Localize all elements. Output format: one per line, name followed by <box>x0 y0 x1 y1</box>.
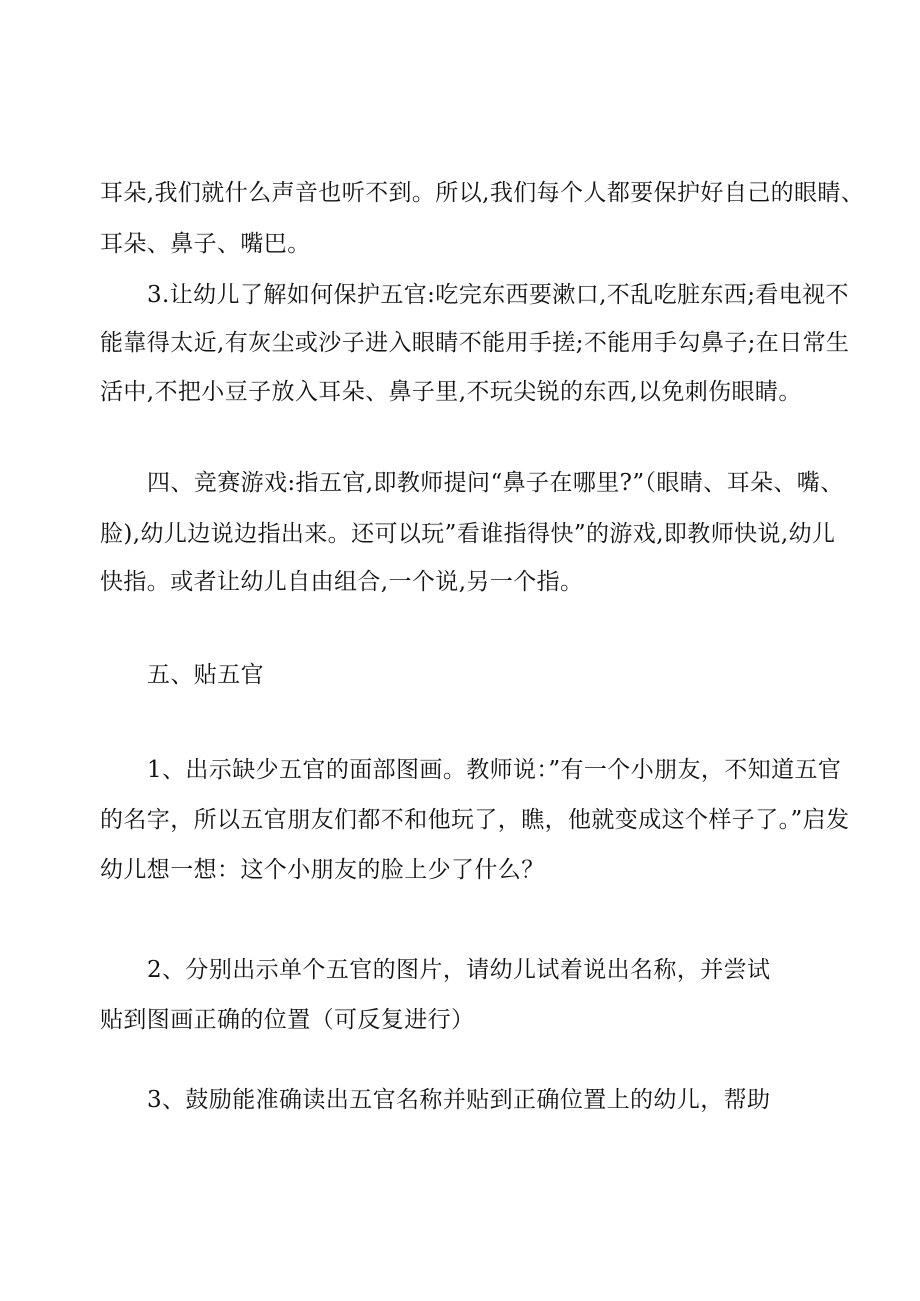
paragraph-line: 贴到图画正确的位置（可反复进行） <box>100 1007 475 1033</box>
paragraph-line: 快指。或者让幼儿自由组合,一个说,另一个指。 <box>100 569 584 595</box>
section-heading-4: 四、竞赛游戏:指五官,即教师提问“鼻子在哪里?”（眼睛、耳朵、嘴、 <box>147 470 844 496</box>
paragraph-line: 脸),幼儿边说边指出来。还可以玩”看谁指得快”的游戏,即教师快说,幼儿 <box>100 521 836 547</box>
paragraph-line: 2、分别出示单个五官的图片，请幼儿试着说出名称，并尝试 <box>147 957 771 983</box>
paragraph-line: 1、出示缺少五官的面部图画。教师说：”有一个小朋友，不知道五官 <box>147 757 842 783</box>
section-heading-5: 五、贴五官 <box>147 662 264 688</box>
paragraph-line: 的名字，所以五官朋友们都不和他玩了，瞧，他就变成这个样子了。”启发 <box>100 807 850 833</box>
paragraph-line: 3.让幼儿了解如何保护五官:吃完东西要漱口,不乱吃脏东西;看电视不 <box>147 282 849 308</box>
paragraph-line: 耳朵,我们就什么声音也听不到。所以,我们每个人都要保护好自己的眼睛、 <box>100 180 865 206</box>
paragraph-line: 活中,不把小豆子放入耳朵、鼻子里,不玩尖锐的东西,以免刺伤眼睛。 <box>100 379 802 405</box>
paragraph-line: 能靠得太近,有灰尘或沙子进入眼睛不能用手搓;不能用手勾鼻子;在日常生 <box>100 330 850 356</box>
paragraph-line: 耳朵、鼻子、嘴巴。 <box>100 231 311 257</box>
paragraph-line: 幼儿想一想：这个小朋友的脸上少了什么？ <box>100 857 545 883</box>
paragraph-line: 3、鼓励能准确读出五官名称并贴到正确位置上的幼儿，帮助 <box>147 1087 771 1113</box>
